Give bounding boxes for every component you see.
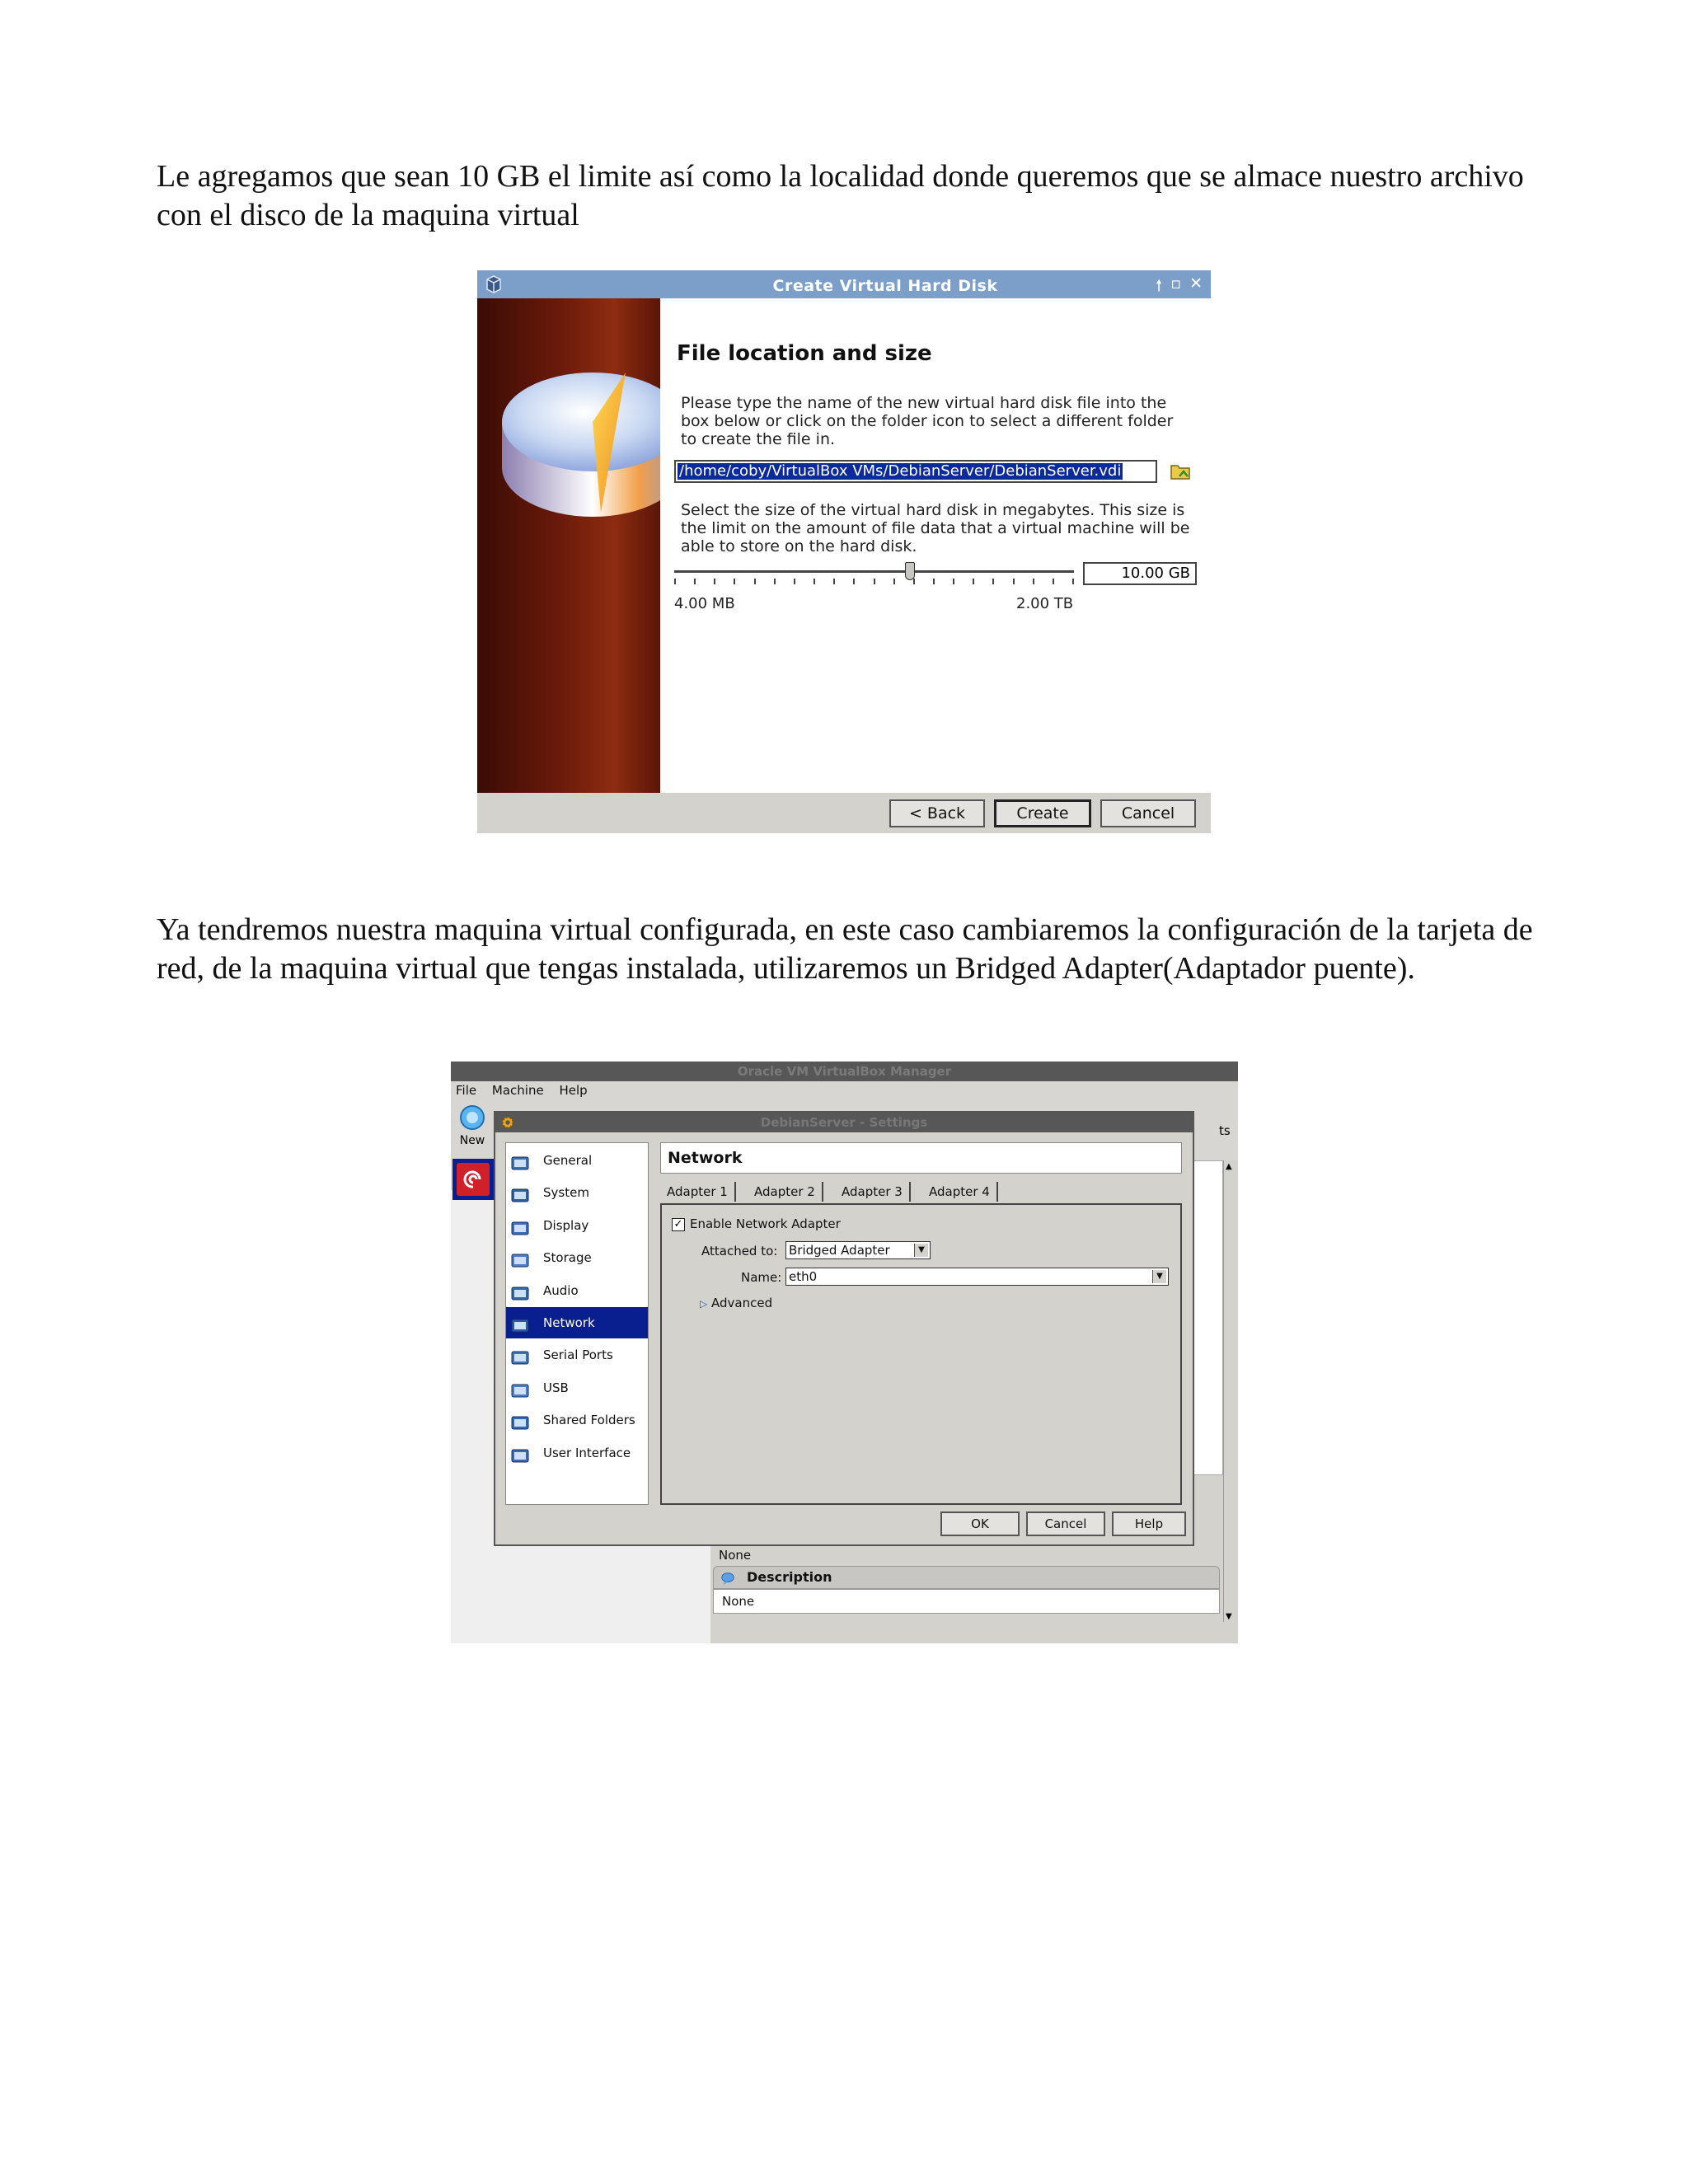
network-icon [511,1315,529,1331]
dialog-title: Create Virtual Hard Disk [772,277,998,295]
nav-item-usb[interactable] [506,1372,648,1404]
menu-bar [451,1081,1238,1099]
slider-tick [992,579,994,584]
enable-adapter-checkbox[interactable]: ✓ [672,1218,685,1231]
help-button[interactable]: Help [1112,1511,1186,1536]
nav-item-user-interface[interactable] [506,1437,648,1469]
slider-tick [893,579,895,584]
usb-icon [511,1380,529,1396]
menu-help[interactable]: Help [559,1083,588,1098]
slider-tick [833,579,835,584]
display-icon [511,1217,529,1234]
pin-icon[interactable]: 🠕 [1156,277,1163,295]
vm-list-entry[interactable] [452,1159,494,1200]
slider-tick [694,579,696,584]
nav-item-audio[interactable] [506,1275,648,1306]
description-section: Description [713,1566,1220,1589]
slider-tick [874,579,875,584]
slider-tick [754,579,756,584]
slider-tick [853,579,855,584]
nav-item-network[interactable] [506,1307,648,1338]
slider-tick [774,579,776,584]
maximize-icon[interactable]: ▫ [1170,274,1182,293]
wizard-banner-image [477,298,660,793]
size-input[interactable] [1083,562,1197,585]
slider-tick [933,579,935,584]
create-button[interactable]: Create [994,799,1091,827]
slider-tick [714,579,715,584]
wizard-page [660,298,1211,793]
adapter-panel [660,1203,1182,1505]
ok-button[interactable]: OK [940,1511,1020,1536]
file-path-input[interactable] [674,460,1157,483]
cancel-button[interactable]: Cancel [1026,1511,1105,1536]
intro-paragraph: Le agregamos que sean 10 GB el limite así como la localidad donde queremos que se almace nuestro archivo con el disco de la maquina virtual [157,159,1524,232]
slider-tick [973,579,974,584]
slider-max-label: 2.00 TB [1016,595,1074,612]
create-hard-disk-screenshot [477,270,1211,833]
debian-icon [457,1163,490,1196]
details-behind-text: None [719,1548,752,1563]
nav-item-display[interactable] [506,1210,648,1241]
slider-tick [1053,579,1054,584]
settings-title: DebianServer - Settings [495,1113,1193,1132]
nav-item-shared-folders[interactable] [506,1404,648,1436]
storage-icon [511,1249,529,1266]
menu-file[interactable]: File [456,1083,477,1098]
nav-item-label: USB [543,1380,569,1395]
tab-adapter-1[interactable]: Adapter 1 [660,1182,736,1202]
size-slider[interactable] [674,562,1074,587]
slider-tick [814,579,815,584]
details-scrollbar[interactable]: ▲ ▼ [1223,1160,1237,1622]
page-heading: File location and size [677,341,932,366]
description-value: None [713,1589,1220,1614]
nav-item-label: User Interface [543,1445,631,1460]
nav-item-general[interactable] [506,1145,648,1176]
section-heading: Network [660,1142,1182,1174]
manager-title: Oracle VM VirtualBox Manager [451,1062,1238,1081]
nav-item-system[interactable] [506,1177,648,1208]
slider-tick [953,579,954,584]
enable-adapter-label: Enable Network Adapter [690,1216,841,1231]
nav-item-label: Audio [543,1282,579,1298]
audio-icon [511,1282,529,1299]
slider-handle[interactable] [905,562,915,580]
details-text-fragment: ts [1219,1123,1231,1138]
settings-nav-list [505,1142,649,1505]
dropdown-arrow-icon: ▼ [914,1244,928,1257]
slider-tick [1033,579,1034,584]
size-description: Select the size of the virtual hard disk in megabytes. This size is the limit on the amount of file data that a virtual machine will be able to store on the hard disk. [681,501,1190,555]
menu-machine[interactable]: Machine [491,1083,544,1098]
attached-to-select[interactable]: Bridged Adapter ▼ [785,1241,931,1259]
attached-to-label: Attached to: [701,1244,778,1258]
slider-tick [734,579,735,584]
close-icon[interactable]: ✕ [1189,274,1203,293]
expand-arrow-icon: ▷ [700,1298,708,1310]
file-path-text: /home/coby/VirtualBox VMs/DebianServer/DebianServer.vdi [679,462,1122,480]
slider-tick [794,579,795,584]
general-icon [511,1152,529,1169]
dialog-titlebar [477,270,1211,298]
slider-tick [1072,579,1074,584]
slider-tick [913,579,915,584]
cancel-button[interactable]: Cancel [1100,799,1196,827]
system-icon [511,1184,529,1201]
speech-bubble-icon [720,1571,735,1586]
slider-min-label: 4.00 MB [674,595,735,612]
nav-item-label: Network [543,1315,595,1330]
tab-adapter-2[interactable]: Adapter 2 [748,1182,823,1202]
hard-disk-illustration-icon [477,298,660,793]
slider-tick [674,579,676,584]
nav-item-label: Storage [543,1250,592,1266]
interface-name-select[interactable]: eth0 ▼ [785,1268,1169,1286]
virtualbox-settings-screenshot [451,1062,1238,1643]
settings-gear-icon [500,1115,515,1130]
folder-icon[interactable] [1170,462,1193,481]
nav-item-label: Serial Ports [543,1347,613,1363]
nav-item-storage[interactable] [506,1242,648,1273]
new-button[interactable]: New [454,1103,490,1152]
size-value: 10.00 GB [1121,565,1190,582]
shared-folders-icon [511,1412,529,1428]
slider-tick [1013,579,1015,584]
nav-item-label: System [543,1185,589,1201]
advanced-expander[interactable]: ▷ Advanced [700,1296,773,1310]
back-button[interactable]: < Back [889,799,985,827]
user-interface-icon [511,1445,529,1461]
nav-item-label: General [543,1153,593,1168]
name-label: Name: [741,1270,782,1285]
dropdown-arrow-icon: ▼ [1152,1270,1166,1283]
location-description: Please type the name of the new virtual hard disk file into the box below or click on the folder icon to select a different folder to create the file in. [681,394,1174,448]
tab-adapter-4[interactable]: Adapter 4 [922,1182,998,1202]
nav-item-serial-ports[interactable] [506,1339,648,1371]
nav-item-label: Display [543,1217,589,1233]
settings-dialog [494,1111,1194,1546]
wizard-button-bar [477,793,1211,833]
serial-ports-icon [511,1347,529,1363]
new-vm-icon [457,1103,487,1132]
nav-item-label: Shared Folders [543,1413,635,1428]
tab-adapter-3[interactable]: Adapter 3 [835,1182,911,1202]
network-paragraph: Ya tendremos nuestra maquina virtual configurada, en este caso cambiaremos la configuración de la tarjeta de red, de la maquina virtual que tengas instalada, utilizaremos un Bridged Adapter(Adaptador puente). [157,912,1533,986]
